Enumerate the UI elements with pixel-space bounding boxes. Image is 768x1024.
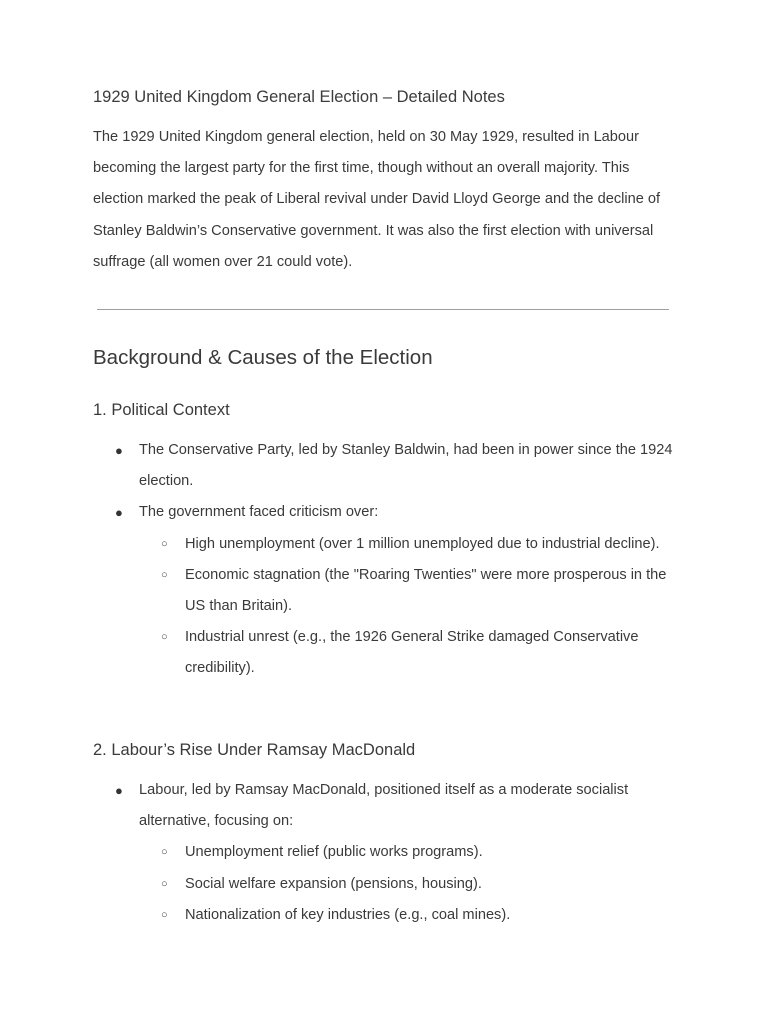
sub-list-item-text: Nationalization of key industries (e.g., coal mines).	[185, 906, 511, 923]
sub-bullet-list	[139, 529, 673, 685]
sub-bullet-list	[139, 837, 673, 931]
list-item-text: The Conservative Party, led by Stanley Baldwin, had been in power since the 1924 election.	[139, 442, 673, 490]
list-item	[93, 497, 673, 684]
sub-list-item-text: Unemployment relief (public works programs).	[185, 844, 483, 861]
list-item	[93, 775, 673, 931]
sub-list-item	[139, 869, 673, 900]
hollow-bullet-icon: ○	[161, 908, 168, 921]
subsection-heading-labour-rise: 2. Labour’s Rise Under Ramsay MacDonald	[93, 741, 416, 759]
sub-list-item-text: High unemployment (over 1 million unemployed due to industrial decline).	[185, 535, 660, 552]
bullet-icon: ●	[115, 783, 123, 798]
bullet-icon: ●	[115, 443, 123, 458]
hollow-bullet-icon: ○	[161, 877, 168, 890]
hollow-bullet-icon: ○	[161, 537, 168, 550]
document-title: 1929 United Kingdom General Election – Detailed Notes	[93, 88, 505, 106]
list-item	[93, 435, 673, 497]
sub-list-item-text: Industrial unrest (e.g., the 1926 General Strike damaged Conservative credibility).	[185, 629, 639, 677]
list-item-text: Labour, led by Ramsay MacDonald, positioned itself as a moderate socialist alternative, focusing on:	[139, 782, 629, 830]
sub-list-item-text: Social welfare expansion (pensions, housing).	[185, 875, 482, 892]
hollow-bullet-icon: ○	[161, 631, 168, 644]
list-item-text: The government faced criticism over:	[139, 504, 379, 521]
sub-list-item-text: Economic stagnation (the "Roaring Twenties" were more prosperous in the US than Britain).	[185, 566, 667, 615]
sub-list-item	[139, 622, 673, 684]
hollow-bullet-icon: ○	[161, 846, 168, 859]
bullet-list	[93, 435, 673, 685]
horizontal-rule	[97, 309, 669, 310]
sub-list-item	[139, 560, 673, 622]
subsection-heading-political-context: 1. Political Context	[93, 401, 230, 419]
bullet-icon: ●	[115, 505, 123, 521]
intro-paragraph: The 1929 United Kingdom general election, held on 30 May 1929, resulted in Labour becoming the largest party for the first time, though without an overall majority. This election marked the peak of Liberal revival under David Lloyd George and the decline of Stanley Baldwin’s Conservative government. It was also the first election with universal suffrage (all women over 21 could vote).	[93, 129, 661, 270]
sub-list-item	[139, 837, 673, 868]
hollow-bullet-icon: ○	[161, 568, 168, 581]
section-heading: Background & Causes of the Election	[93, 346, 433, 369]
bullet-list	[93, 775, 673, 931]
sub-list-item	[139, 900, 673, 931]
sub-list-item	[139, 529, 673, 560]
